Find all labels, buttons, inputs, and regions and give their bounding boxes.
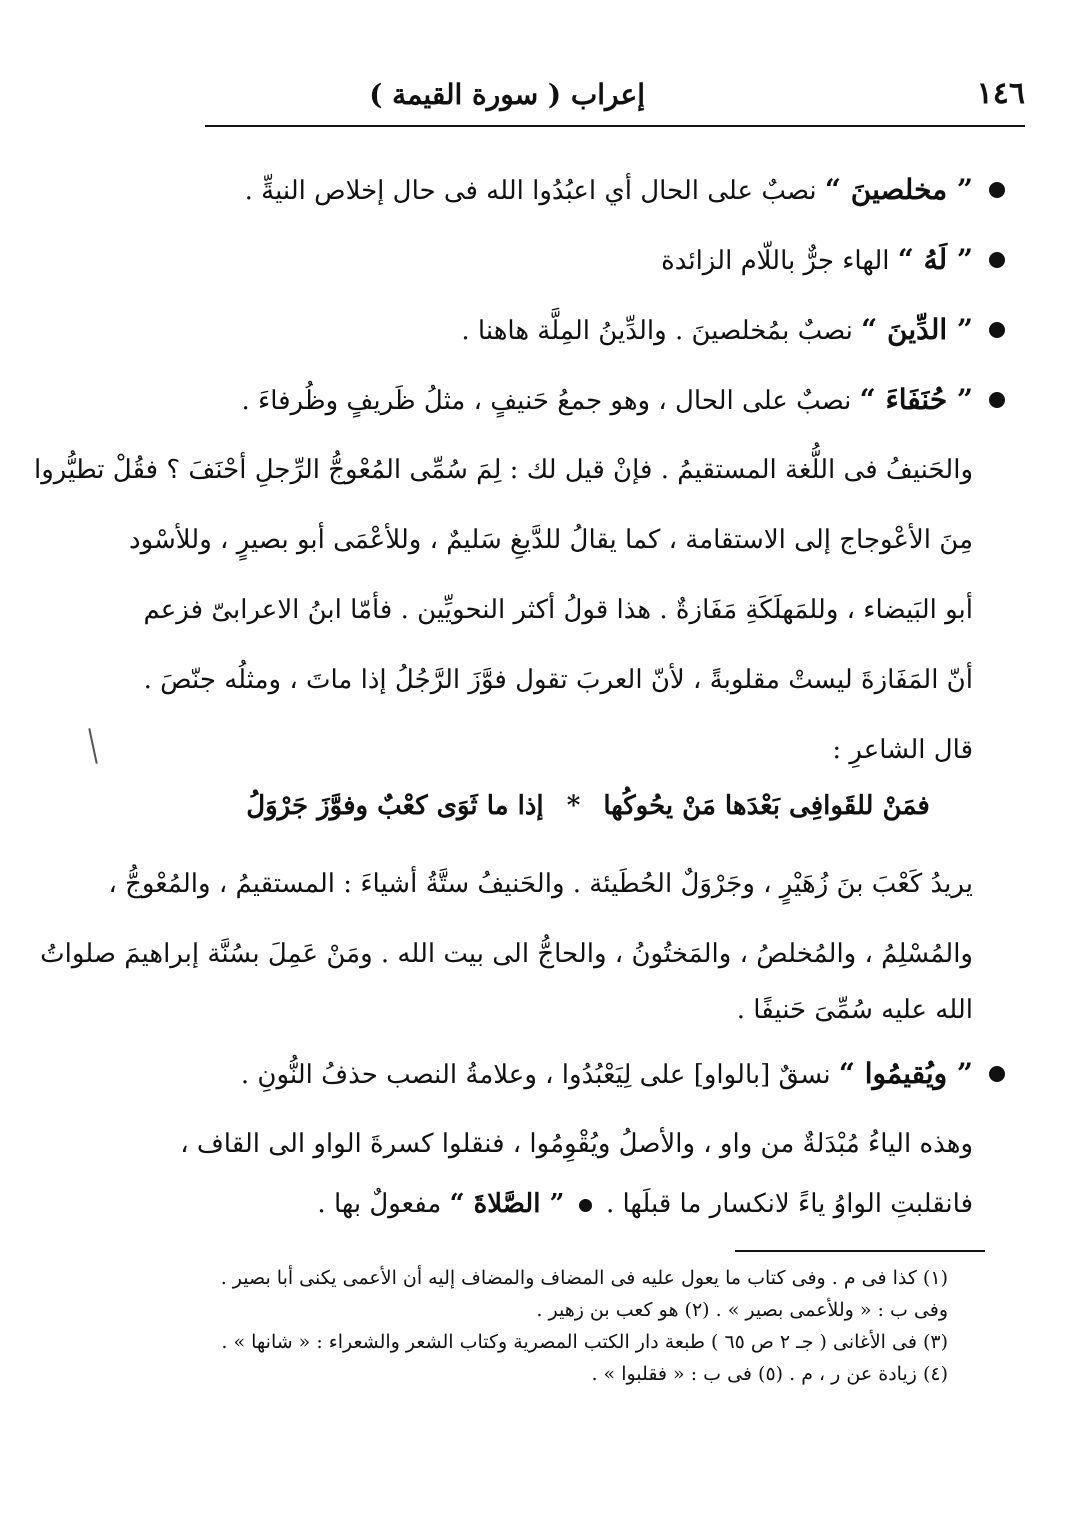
entry-text: مفعولٌ بها . <box>317 1189 442 1219</box>
entry-text: الهاء جرٌّ باللّام الزائدة <box>661 246 890 276</box>
paragraph-line: الله عليه سُمِّىَ حَنيفًا . <box>736 995 973 1025</box>
margin-pen-mark <box>88 728 97 764</box>
paragraph-line: فانقلبتِ الواوُ ياءً لانكسار ما قبلَها . <box>605 1189 973 1219</box>
bullet-icon <box>579 1199 592 1212</box>
verse-second-hemistich: إذا ما ثَوَى كعْبٌ وفوَّزَ جَرْوَلُ <box>246 791 544 821</box>
bullet-icon <box>989 322 1005 338</box>
bullet-icon <box>989 1066 1005 1082</box>
entry-lahu <box>203 240 973 310</box>
entry-yuqimu <box>203 1054 973 1124</box>
footnote-line: (٤) زيادة عن ر ، م . (٥) فى ب : « فقلبوا » . <box>591 1363 948 1385</box>
bullet-icon <box>989 392 1005 408</box>
running-title: إعراب ( سورة القيمة ) <box>369 78 645 111</box>
entry-term: ” لَهُ “ <box>897 243 973 276</box>
poetry-verse <box>203 786 973 864</box>
entry-addin <box>203 310 973 380</box>
paragraph-line: يريدُ كَعْبَ بنَ زُهَيْرٍ ، وجَرْوَلٌ الحُطَيئة . والحَنيفُ ستَّةُ أشياءَ : المستقيمُ ، والمُعْوجُّ ، <box>108 869 973 899</box>
bullet-icon <box>989 182 1005 198</box>
running-header <box>205 72 1025 122</box>
paragraph-line: قال الشاعرِ : <box>832 735 973 765</box>
bullet-icon <box>989 252 1005 268</box>
entry-term: ” مخلصينَ “ <box>824 173 973 206</box>
header-rule <box>205 125 1025 127</box>
footnote-line: (١) كذا فى م . وفى كتاب ما يعول عليه فى المضاف والمضاف إليه أن الأعمى يكنى أبا بصير . <box>220 1267 948 1289</box>
footnote-line: (٣) فى الأغانى ( جـ ٢ ص ٦٥ ) طبعة دار الكتب المصرية وكتاب الشعر والشعراء : « شانها » . <box>221 1331 948 1353</box>
entry-term: ” الصَّلاةَ “ <box>449 1189 565 1219</box>
footnote-rule <box>735 1250 985 1252</box>
paragraph-line-with-entry <box>203 1184 973 1234</box>
footnote-line: وفى ب : « وللأعمى بصير » . (٢) هو كعب بن زهير . <box>536 1299 948 1321</box>
entry-term: ” ويُقيمُوا “ <box>838 1057 973 1090</box>
paragraph-line: أبو البَيضاء ، وللمَهلَكَةِ مَفَازةٌ . هذا قولُ أكثر النحويِّين . فأمّا ابنُ الاعرابىّ فزعم <box>143 595 973 625</box>
verse-separator: * <box>566 791 581 821</box>
entry-text: نصبٌ على الحال أي اعبُدُوا الله فى حال إخلاص النيةِّ . <box>244 176 817 206</box>
footnotes <box>208 1262 948 1390</box>
page-number: ١٤٦ <box>976 76 1025 111</box>
paragraph-line: أنّ المَفَازةَ ليستْ مقلوبةً ، لأنّ العربَ تقول فوَّزَ الرَّجُلُ إذا ماتَ ، ومثلُه جنّصَ . <box>143 665 973 695</box>
entry-text: نسقٌ [بالواو] على لِيَعْبُدُوا ، وعلامةُ النصب حذفُ النُّونِ . <box>240 1060 831 1090</box>
paragraph-line: والحَنيفُ فى اللُّغة المستقيمُ . فإنْ قيل لك : لِمَ سُمِّى المُعْوجُّ الرِّجلِ أحْنَفَ ؟ فقُلْ تطيُّروا <box>33 455 973 485</box>
entry-hunafa <box>203 380 973 450</box>
entry-text: نصبٌ بمُخلصينَ . والدِّينُ المِلَّة هاهنا . <box>461 316 853 346</box>
paragraph-line: وهذه الياءُ مُبْدَلةٌ من واو ، والأصلُ ويُقْوِمُوا ، فنقلوا كسرةَ الواو الى القاف ، <box>180 1129 973 1159</box>
entry-mukhlisin <box>203 170 973 240</box>
entry-text: نصبٌ على الحال ، وهو جمعُ حَنيفٍ ، مثلُ ظَريفٍ وظُرفاءَ . <box>241 386 852 416</box>
entry-term: ” الدِّينَ “ <box>861 313 973 346</box>
paragraph-line: والمُسْلِمُ ، والمُخلصُ ، والمَختُونُ ، والحاجُّ الى بيت الله . ومَنْ عَمِلَ بسُنَّة إبراهيمَ صلواتُ <box>40 939 973 969</box>
main-text <box>33 170 973 1234</box>
verse-first-hemistich: فمَنْ للقَوافِى بَعْدَها مَنْ يحُوكُها <box>603 791 930 821</box>
entry-term: ” حُنَفَاءَ “ <box>859 383 973 416</box>
paragraph-line: مِنَ الأعْوجاج إلى الاستقامة ، كما يقالُ للدَّيغِ سَليمٌ ، وللأعْمَى أبو بصيرٍ ، وللأسْود <box>129 525 973 555</box>
